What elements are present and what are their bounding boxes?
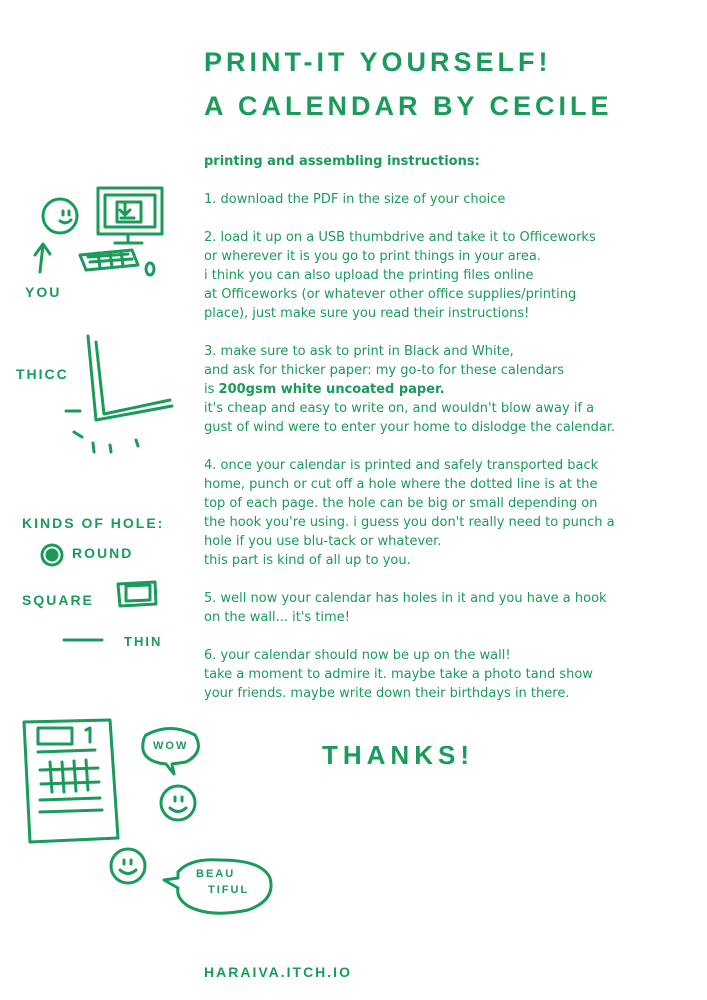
- label-square: SQUARE: [22, 592, 94, 608]
- step-3-line: and ask for thicker paper: my go-to for these calendars: [204, 363, 565, 378]
- step-4-line: this part is kind of all up to you.: [204, 553, 411, 568]
- label-wow: WOW: [153, 740, 189, 752]
- round-hole-icon: [42, 545, 62, 565]
- step-2-line: at Officeworks (or whatever other office supplies/printing: [204, 287, 577, 302]
- label-beautiful-2: TIFUL: [208, 884, 250, 896]
- smiley-icon: [161, 786, 195, 820]
- step-1-line: 1. download the PDF in the size of your choice: [204, 192, 506, 207]
- label-you: YOU: [25, 284, 62, 300]
- square-hole-icon: [118, 582, 156, 606]
- step-3-line: gust of wind were to enter your home to dislodge the calendar.: [204, 420, 616, 435]
- label-thin: THIN: [124, 634, 163, 649]
- smiley-you-icon: [43, 199, 77, 233]
- step-5-line: 5. well now your calendar has holes in it and you have a hook: [204, 591, 607, 606]
- step-4-line: top of each page. the hole can be big or small depending on: [204, 496, 598, 511]
- step-6-line: 6. your calendar should now be up on the wall!: [204, 648, 511, 663]
- smiley-icon: [111, 849, 145, 883]
- step-6-line: take a moment to admire it. maybe take a photo tand show: [204, 667, 593, 682]
- step-2-line: or wherever it is you go to print things in your area.: [204, 249, 541, 264]
- label-round: ROUND: [72, 545, 134, 561]
- title-line-2: A CALENDAR BY CECILE: [204, 91, 613, 121]
- step-2-line: i think you can also upload the printing files online: [204, 268, 534, 283]
- step-6-line: your friends. maybe write down their birthdays in there.: [204, 686, 570, 701]
- step-2-line: place), just make sure you read their instructions!: [204, 306, 530, 321]
- footer-site[interactable]: HARAIVA.ITCH.IO: [204, 964, 352, 980]
- step-5-line: on the wall... it's time!: [204, 610, 350, 625]
- step-4-line: 4. once your calendar is printed and safely transported back: [204, 458, 599, 473]
- instructions-heading: printing and assembling instructions:: [204, 154, 480, 169]
- paper-spec: 200gsm white uncoated paper.: [218, 382, 445, 397]
- label-kinds-of-hole: KINDS OF HOLE:: [22, 515, 165, 531]
- step-4-line: home, punch or cut off a hole where the dotted line is at the: [204, 477, 598, 492]
- thanks-message: THANKS!: [322, 740, 474, 770]
- label-beautiful-1: BEAU: [196, 868, 236, 880]
- thick-paper-icon: [66, 336, 172, 452]
- label-thicc: THICC: [16, 366, 69, 382]
- calendar-icon: [24, 720, 118, 842]
- step-4-line: hole if you use blu-tack or whatever.: [204, 534, 442, 549]
- step-3-line: 3. make sure to ask to print in Black and White,: [204, 344, 514, 359]
- title-line-1: PRINT-IT YOURSELF!: [204, 47, 552, 77]
- step-3-line: it's cheap and easy to write on, and wouldn't blow away if a: [204, 401, 595, 416]
- step-4-line: the hook you're using. i guess you don't really need to punch a: [204, 515, 615, 530]
- step-3-prefix: is: [204, 382, 219, 397]
- arrow-up-icon: [35, 244, 50, 272]
- computer-icon: [80, 188, 162, 275]
- step-2-line: 2. load it up on a USB thumbdrive and take it to Officeworks: [204, 230, 596, 245]
